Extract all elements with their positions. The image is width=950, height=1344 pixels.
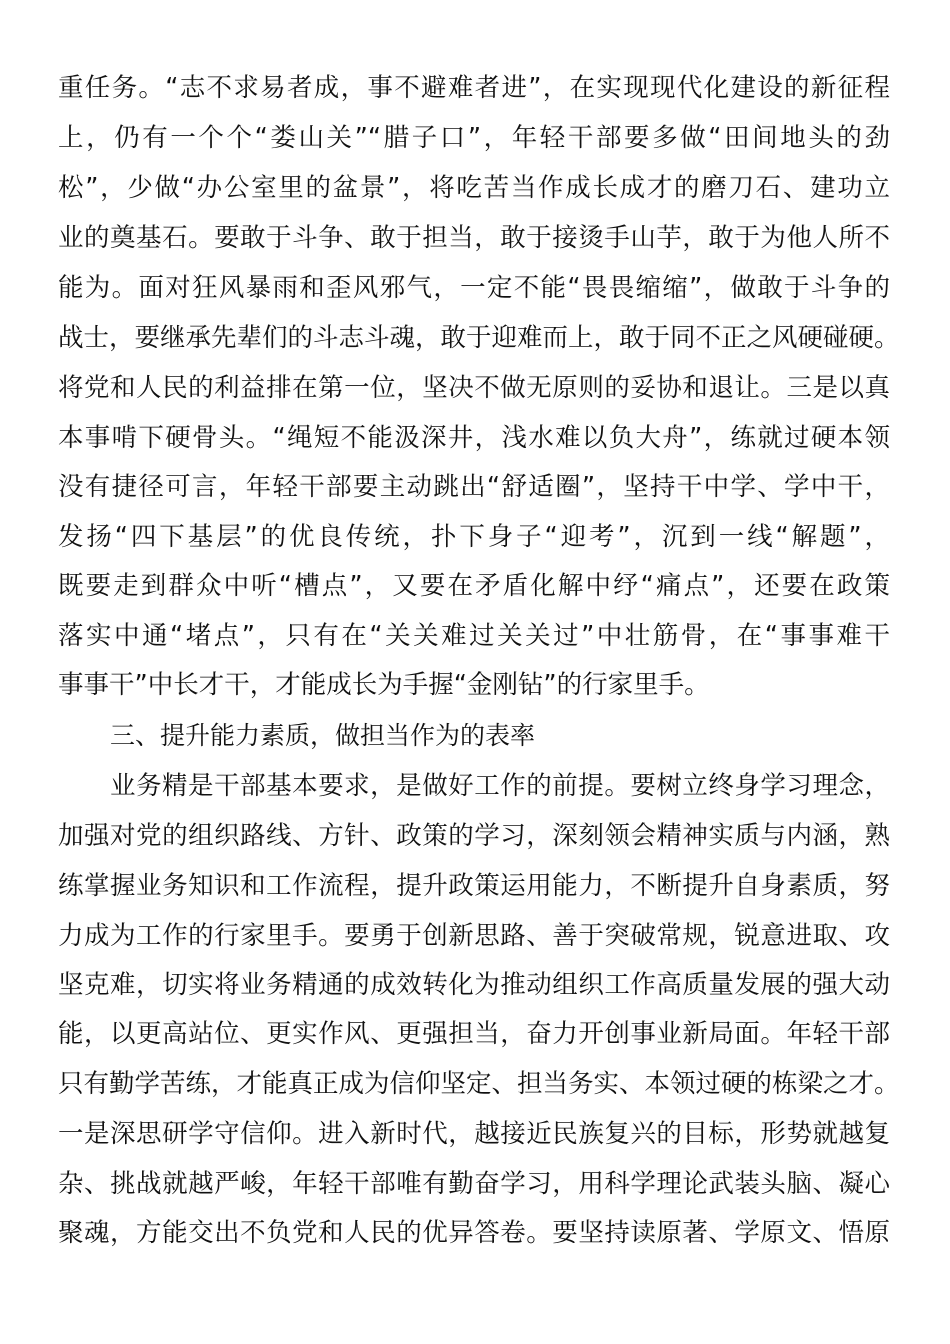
paragraph-2-line-4: 力成为工作的行家里手。要勇于创新思路、善于突破常规，锐意进取、攻 xyxy=(58,921,890,951)
section-heading: 三、提升能力素质，做担当作为的表率 xyxy=(110,721,536,750)
paragraph-2-line-7: 只有勤学苦练，才能真正成为信仰坚定、担当务实、本领过硬的栋梁之才。 xyxy=(58,1069,900,1099)
paragraph-2-line-2: 加强对党的组织路线、方针、政策的学习，深刻领会精神实质与内涵，熟 xyxy=(58,821,890,851)
paragraph-1-line-12: 落实中通“堵点”，只有在“关关难过关关过”中壮筋骨，在“事事难干 xyxy=(58,621,890,651)
paragraph-1-line-6: 战士，要继承先辈们的斗志斗魂，敢于迎难而上，敢于同不正之风硬碰硬。 xyxy=(58,323,900,353)
paragraph-1-line-1: 重任务。“志不求易者成，事不避难者进”，在实现现代化建设的新征程 xyxy=(58,73,890,103)
paragraph-1-line-13: 事事干”中长才干，才能成长为手握“金刚钻”的行家里手。 xyxy=(58,670,710,700)
paragraph-2-line-8: 一是深思研学守信仰。进入新时代，越接近民族复兴的目标，形势就越复 xyxy=(58,1119,890,1149)
paragraph-1-line-3: 松”，少做“办公室里的盆景”，将吃苦当作成长成才的磨刀石、建功立 xyxy=(58,173,890,203)
paragraph-2-line-3: 练掌握业务知识和工作流程，提升政策运用能力，不断提升自身素质，努 xyxy=(58,871,890,901)
paragraph-1-line-4: 业的奠基石。要敢于斗争、敢于担当，敢于接烫手山芋，敢于为他人所不 xyxy=(58,223,890,253)
paragraph-1-line-11: 既要走到群众中听“槽点”，又要在矛盾化解中纾“痛点”，还要在政策 xyxy=(58,571,890,601)
paragraph-1-line-9: 没有捷径可言，年轻干部要主动跳出“舒适圈”，坚持干中学、学中干， xyxy=(58,472,890,502)
paragraph-1-line-7: 将党和人民的利益排在第一位，坚决不做无原则的妥协和退让。三是以真 xyxy=(58,373,890,403)
paragraph-2-line-9: 杂、挑战就越严峻，年轻干部唯有勤奋学习，用科学理论武装头脑、凝心 xyxy=(58,1169,890,1199)
paragraph-1-line-2: 上，仍有一个个“娄山关”“腊子口”，年轻干部要多做“田间地头的劲 xyxy=(58,123,890,153)
paragraph-2-line-1: 业务精是干部基本要求，是做好工作的前提。要树立终身学习理念， xyxy=(110,771,890,801)
paragraph-2-line-5: 坚克难，切实将业务精通的成效转化为推动组织工作高质量发展的强大动 xyxy=(58,970,890,1000)
paragraph-2-line-6: 能，以更高站位、更实作风、更强担当，奋力开创事业新局面。年轻干部 xyxy=(58,1019,890,1049)
paragraph-2-line-10: 聚魂，方能交出不负党和人民的优异答卷。要坚持读原著、学原文、悟原 xyxy=(58,1218,890,1248)
paragraph-1-line-10: 发扬“四下基层”的优良传统，扑下身子“迎考”，沉到一线“解题”， xyxy=(58,522,890,552)
paragraph-1-line-8: 本事啃下硬骨头。“绳短不能汲深井，浅水难以负大舟”，练就过硬本领 xyxy=(58,423,890,453)
paragraph-1-line-5: 能为。面对狂风暴雨和歪风邪气，一定不能“畏畏缩缩”，做敢于斗争的 xyxy=(58,273,890,303)
